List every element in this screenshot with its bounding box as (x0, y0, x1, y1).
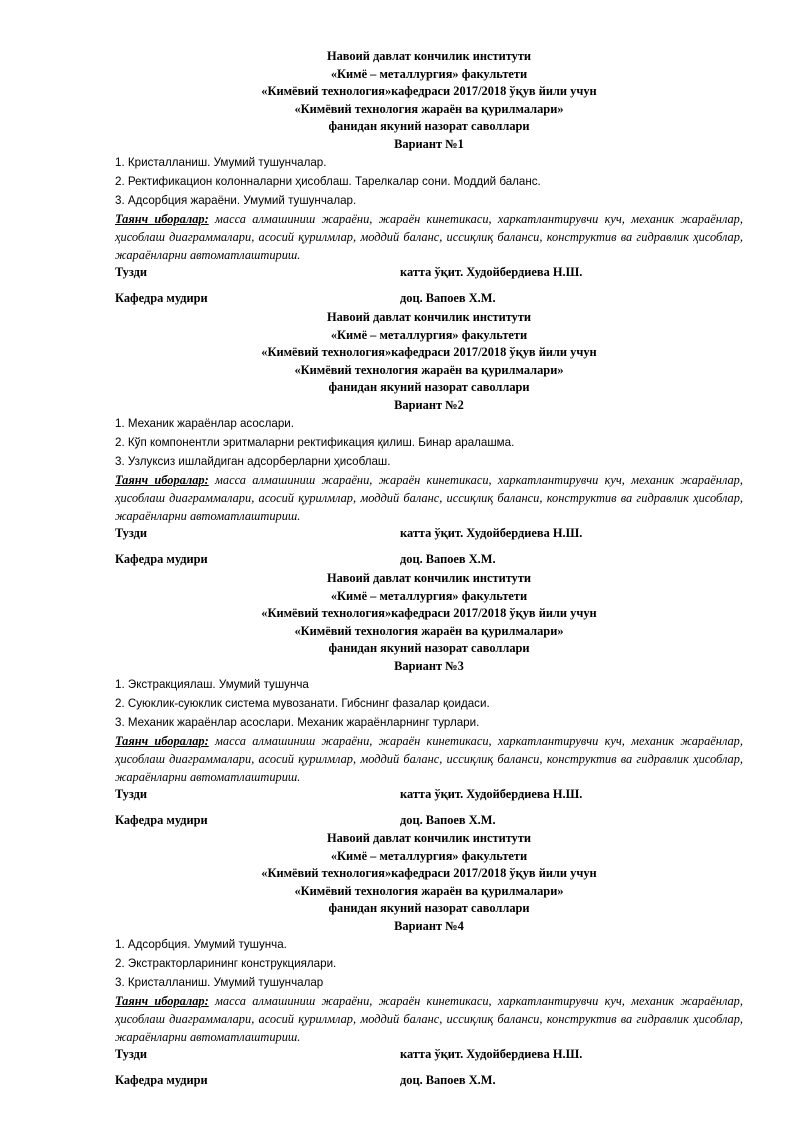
question-item: 1. Кристалланиш. Умумий тушунчалар. (115, 156, 327, 169)
head-of-department-name: доц. Вапоев Х.М. (400, 291, 496, 305)
compiled-by-label: Тузди (115, 265, 148, 279)
head-of-department-row (115, 1072, 743, 1089)
question-item: 2. Ректификацион колонналарни ҳисоблаш. Тарелкалар сони. Моддий баланс. (115, 175, 541, 188)
keywords-paragraph (115, 732, 743, 786)
compiled-by-row (115, 786, 743, 803)
head-of-department-label: Кафедра мудири (115, 813, 208, 827)
institute-title: Навоий давлат кончилик институти (326, 571, 532, 585)
document-header (115, 830, 743, 935)
question-item: 3. Кристалланиш. Умумий тушунчалар (115, 976, 324, 989)
subject-title: «Кимёвий технология жараён ва қурилмалари» (294, 623, 564, 638)
compiled-by-row (115, 525, 743, 542)
variant-block-1 (115, 45, 743, 307)
compiled-by-name: катта ўқит. Худойбердиева Н.Ш. (400, 787, 583, 801)
head-of-department-label: Кафедра мудири (115, 1073, 208, 1087)
keywords-paragraph (115, 471, 743, 525)
document-header (115, 309, 743, 414)
compiled-by-row (115, 264, 743, 281)
keywords-label: Таянч иборалар: (115, 994, 209, 1008)
compiled-by-name: катта ўқит. Худойбердиева Н.Ш. (400, 265, 583, 279)
head-of-department-name: доц. Вапоев Х.М. (400, 1073, 496, 1087)
head-of-department-label: Кафедра мудири (115, 291, 208, 305)
question-item: 2. Суюклик-суюклик система мувозанати. Гибснинг фазалар қоидаси. (115, 697, 490, 710)
head-of-department-row (115, 290, 743, 307)
institute-title: Навоий давлат кончилик институти (326, 310, 532, 324)
variant-block-4 (115, 827, 743, 1089)
compiled-by-name: катта ўқит. Худойбердиева Н.Ш. (400, 1047, 583, 1061)
variant-title: Вариант №1 (394, 136, 464, 151)
subject-title: «Кимёвий технология жараён ва қурилмалари» (294, 362, 564, 377)
compiled-by-row (115, 1046, 743, 1063)
question-item: 1. Механик жараёнлар асослари. (115, 417, 294, 430)
compiled-by-label: Тузди (115, 1047, 148, 1061)
control-title: фанидан якуний назорат саволлари (328, 901, 530, 915)
keywords-text: масса алмашиниш жараёни, жараён кинетикаси, харкатлантирувчи куч, механик жараёнлар, ҳисоблаш диаграммалари, асосий қурилмлар, моддий баланс, иссиқлиқ баланси, конструктив ва гидравлик ҳисоблар, жараёнларни автоматлаштириш. (115, 734, 743, 784)
keywords-text: масса алмашиниш жараёни, жараён кинетикаси, харкатлантирувчи куч, механик жараёнлар, ҳисоблаш диаграммалари, асосий қурилмлар, моддий баланс, иссиқлиқ баланси, конструктив ва гидравлик ҳисоблар, жараёнларни автоматлаштириш. (115, 994, 743, 1044)
control-title: фанидан якуний назорат саволлари (328, 380, 530, 394)
keywords-paragraph (115, 992, 743, 1046)
department-title: «Кимёвий технология»кафедраси 2017/2018 ўқув йили учун (261, 84, 597, 98)
variant-title: Вариант №4 (394, 918, 464, 933)
department-title: «Кимёвий технология»кафедраси 2017/2018 ўқув йили учун (261, 866, 597, 880)
control-title: фанидан якуний назорат саволлари (328, 119, 530, 133)
document-header (115, 570, 743, 675)
control-title: фанидан якуний назорат саволлари (328, 641, 530, 655)
variant-title: Вариант №2 (394, 397, 464, 412)
department-title: «Кимёвий технология»кафедраси 2017/2018 ўқув йили учун (261, 345, 597, 359)
compiled-by-label: Тузди (115, 526, 148, 540)
question-item: 2. Экстракторларининг конструкциялари. (115, 957, 337, 970)
variant-block-2 (115, 306, 743, 568)
faculty-title: «Кимё – металлургия» факультети (330, 327, 528, 342)
head-of-department-name: доц. Вапоев Х.М. (400, 813, 496, 827)
variant-title: Вариант №3 (394, 658, 464, 673)
question-item: 3. Адсорбция жараёни. Умумий тушунчалар. (115, 194, 357, 207)
subject-title: «Кимёвий технология жараён ва қурилмалари» (294, 101, 564, 116)
head-of-department-label: Кафедра мудири (115, 552, 208, 566)
variant-block-3 (115, 567, 743, 829)
subject-title: «Кимёвий технология жараён ва қурилмалари» (294, 883, 564, 898)
department-title: «Кимёвий технология»кафедраси 2017/2018 ўқув йили учун (261, 606, 597, 620)
document-header (115, 48, 743, 153)
question-item: 1. Экстракциялаш. Умумий тушунча (115, 678, 309, 691)
institute-title: Навоий давлат кончилик институти (326, 831, 532, 845)
question-item: 1. Адсорбция. Умумий тушунча. (115, 938, 287, 951)
compiled-by-name: катта ўқит. Худойбердиева Н.Ш. (400, 526, 583, 540)
keywords-label: Таянч иборалар: (115, 473, 209, 487)
keywords-text: масса алмашиниш жараёни, жараён кинетикаси, харкатлантирувчи куч, механик жараёнлар, ҳисоблаш диаграммалари, асосий қурилмлар, моддий баланс, иссиқлиқ баланси, конструктив ва гидравлик ҳисоблар, жараёнларни автоматлаштириш. (115, 473, 743, 523)
question-item: 2. Кўп компонентли эритмаларни ректификация қилиш. Бинар аралашма. (115, 436, 515, 449)
faculty-title: «Кимё – металлургия» факультети (330, 66, 528, 81)
keywords-label: Таянч иборалар: (115, 734, 209, 748)
keywords-text: масса алмашиниш жараёни, жараён кинетикаси, харкатлантирувчи куч, механик жараёнлар, ҳисоблаш диаграммалари, асосий қурилмлар, моддий баланс, иссиқлиқ баланси, конструктив ва гидравлик ҳисоблар, жараёнларни автоматлаштириш. (115, 212, 743, 262)
faculty-title: «Кимё – металлургия» факультети (330, 588, 528, 603)
faculty-title: «Кимё – металлургия» факультети (330, 848, 528, 863)
question-item: 3. Узлуксиз ишлайдиган адсорберларни ҳисоблаш. (115, 455, 391, 468)
question-item: 3. Механик жараёнлар асослари. Механик жараёнларнинг турлари. (115, 716, 480, 729)
institute-title: Навоий давлат кончилик институти (326, 49, 532, 63)
compiled-by-label: Тузди (115, 787, 148, 801)
keywords-paragraph (115, 210, 743, 264)
keywords-label: Таянч иборалар: (115, 212, 209, 226)
head-of-department-name: доц. Вапоев Х.М. (400, 552, 496, 566)
head-of-department-row (115, 551, 743, 568)
